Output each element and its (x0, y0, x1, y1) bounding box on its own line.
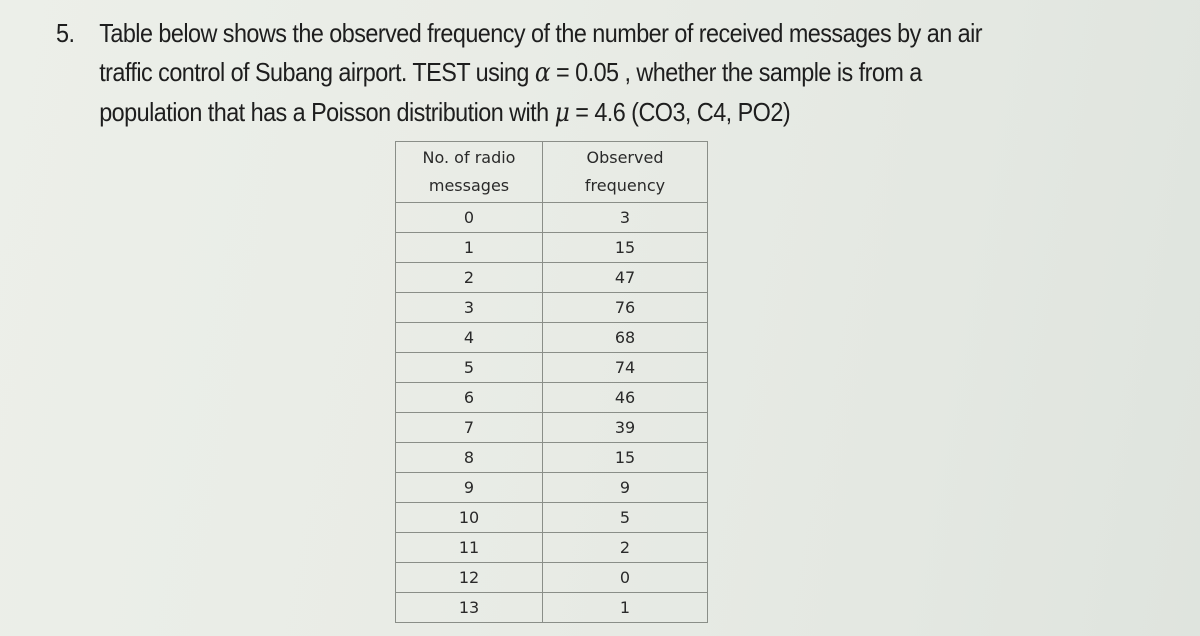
header-frequency (543, 142, 708, 203)
frequency-cell: 2 (543, 533, 708, 563)
table-row (396, 383, 708, 413)
question-line-2 (56, 53, 956, 93)
table-row (396, 203, 708, 233)
table-row (396, 593, 708, 623)
header-messages-line-2: messages (428, 176, 510, 195)
frequency-cell: 47 (543, 263, 708, 293)
frequency-cell: 74 (543, 353, 708, 383)
messages-cell: 7 (396, 413, 543, 443)
table-row (396, 293, 708, 323)
frequency-cell: 0 (543, 563, 708, 593)
frequency-cell: 3 (543, 203, 708, 233)
messages-cell: 1 (396, 233, 543, 263)
table-header-row (396, 142, 708, 203)
messages-cell: 5 (396, 353, 543, 383)
frequency-cell: 76 (543, 293, 708, 323)
question-line-2-text-b: = 0.05 , whether the sample is from a (550, 57, 922, 87)
question-line-3-text-a: population that has a Poisson distribution with (99, 97, 555, 127)
table-row (396, 233, 708, 263)
messages-cell: 2 (396, 263, 543, 293)
frequency-cell: 5 (543, 503, 708, 533)
messages-cell: 0 (396, 203, 543, 233)
question-line-2-text-a: traffic control of Subang airport. TEST using (99, 57, 535, 87)
frequency-table-container (395, 141, 708, 623)
table-row (396, 563, 708, 593)
question-line-1-text: Table below shows the observed frequency of the number of received messages by an air (99, 18, 983, 48)
messages-cell: 6 (396, 383, 543, 413)
table-row (396, 353, 708, 383)
frequency-cell: 15 (543, 443, 708, 473)
header-messages (396, 142, 543, 203)
question-text (56, 14, 1056, 133)
frequency-table (395, 141, 708, 623)
header-frequency-line-2: frequency (584, 176, 666, 195)
messages-cell: 10 (396, 503, 543, 533)
table-row (396, 413, 708, 443)
table-row (396, 263, 708, 293)
table-row (396, 443, 708, 473)
frequency-cell: 9 (543, 473, 708, 503)
messages-cell: 11 (396, 533, 543, 563)
frequency-cell: 46 (543, 383, 708, 413)
header-frequency-line-1: Observed (586, 148, 664, 167)
messages-cell: 8 (396, 443, 543, 473)
question-line-3 (56, 93, 956, 133)
frequency-cell: 68 (543, 323, 708, 353)
messages-cell: 12 (396, 563, 543, 593)
frequency-cell: 15 (543, 233, 708, 263)
messages-cell: 4 (396, 323, 543, 353)
messages-cell: 9 (396, 473, 543, 503)
frequency-cell: 1 (543, 593, 708, 623)
question-line-3-text-b: = 4.6 (CO3, C4, PO2) (569, 97, 791, 127)
table-row (396, 503, 708, 533)
alpha-symbol: α (534, 58, 551, 88)
question-number: 5. (56, 18, 75, 48)
question-line-1 (56, 14, 983, 53)
frequency-cell: 39 (543, 413, 708, 443)
messages-cell: 13 (396, 593, 543, 623)
table-row (396, 533, 708, 563)
header-messages-line-1: No. of radio (422, 148, 516, 167)
messages-cell: 3 (396, 293, 543, 323)
table-row (396, 323, 708, 353)
table-row (396, 473, 708, 503)
mu-symbol: μ (554, 98, 570, 128)
